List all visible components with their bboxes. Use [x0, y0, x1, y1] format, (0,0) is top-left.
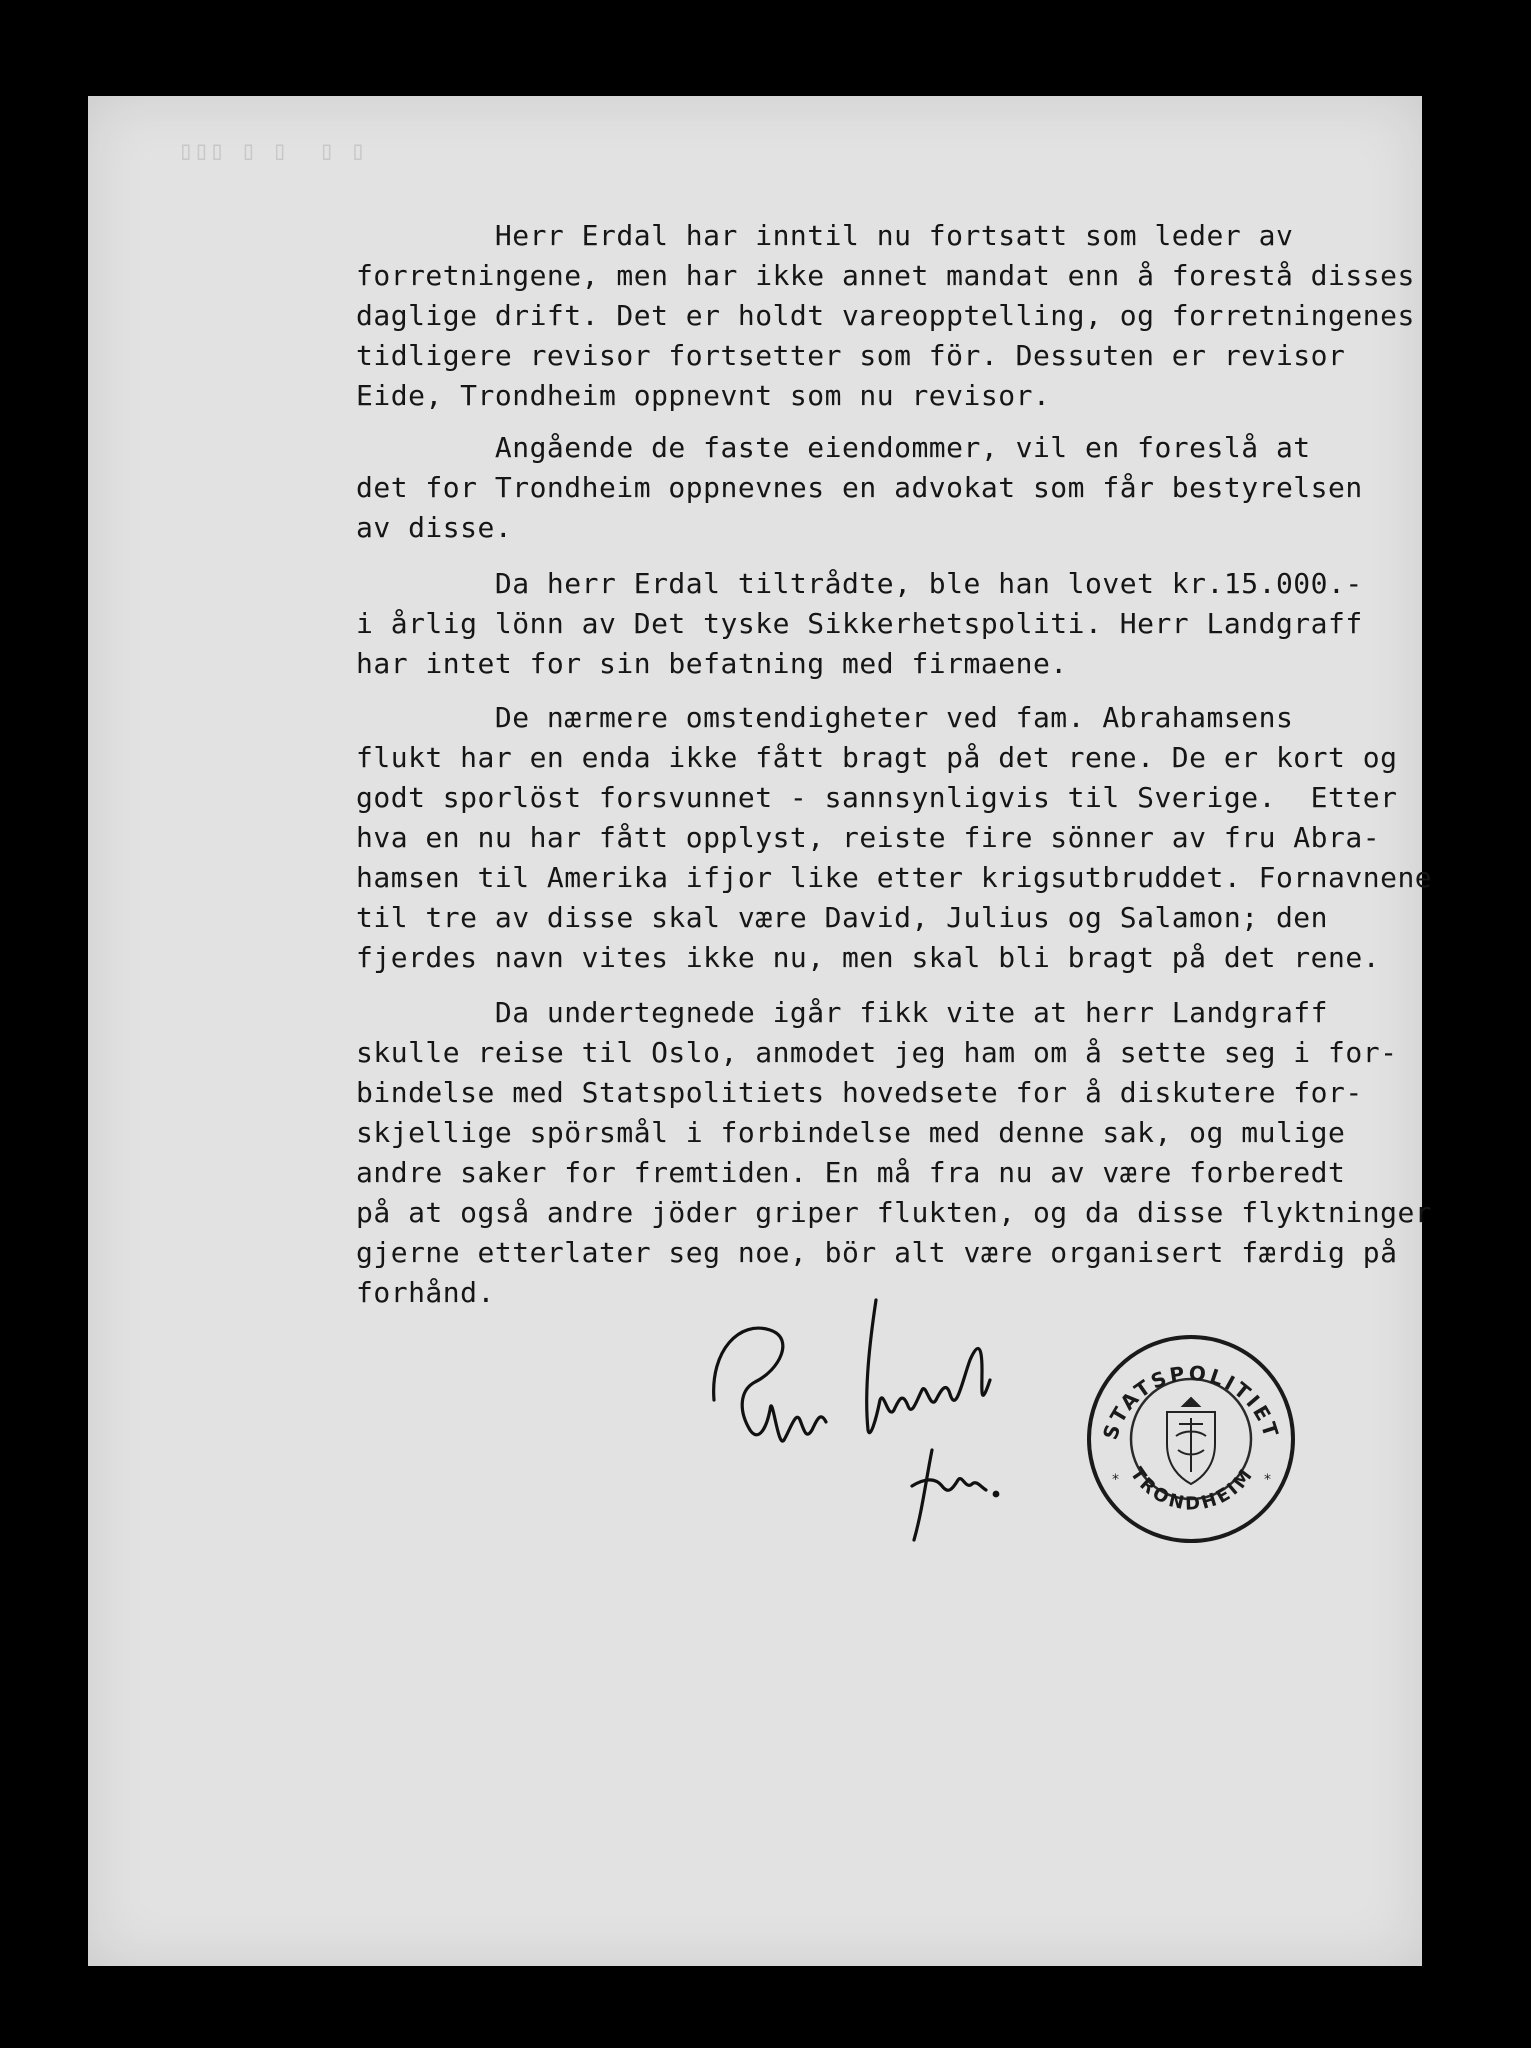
stamp-bottom-text: TRONDHEIM [1125, 1463, 1259, 1515]
svg-text:*: * [1264, 1472, 1271, 1488]
paragraph-4: De nærmere omstendigheter ved fam. Abrahamsens flukt har en enda ikke fått bragt på det rene. De er kort og godt sporlöst forsvunnet - sannsynligvis til Sverige. Etter hva en nu har fått opplyst, reiste fire sönner av fru Abra- hamsen til Amerika ifjor like etter krigsutbruddet. Fornavnene til tre av disse skal være David, Julius og Salamon; den fjerdes navn vites ikke nu, men skal bli bragt på det rene. [356, 701, 1433, 974]
official-stamp [1084, 1332, 1298, 1546]
paragraph-3: Da herr Erdal tiltrådte, ble han lovet kr.15.000.- i årlig lönn av Det tyske Sikkerhetspoliti. Herr Landgraff har intet for sin befatning med firmaene. [356, 567, 1363, 680]
handwritten-signature [700, 1290, 1060, 1550]
paragraph-2: Angående de faste eiendommer, vil en foreslå at det for Trondheim oppnevnes en advokat som får bestyrelsen av disse. [356, 431, 1363, 544]
paragraph-5: Da undertegnede igår fikk vite at herr Landgraff skulle reise til Oslo, anmodet jeg ham om å sette seg i for- bindelse med Statspolitiets hovedsete for å diskutere for- skjellige spörsmål i forbindelse med denne sak, og mulige andre saker for fremtiden. En må fra nu av være forberedt på at også andre jöder griper flukten, og da disse flyktninger gjerne etterlater seg noe, bör alt være organisert færdig på forhånd. [356, 996, 1433, 1309]
paragraph-1: Herr Erdal har inntil nu fortsatt som leder av forretningene, men har ikke annet mandat enn å forestå disses daglige drift. Det er holdt vareopptelling, og forretningenes tidligere revisor fortsetter som för. Dessuten er revisor Eide, Trondheim oppnevnt som nu revisor. [356, 219, 1415, 412]
document-page [88, 96, 1433, 1966]
coat-of-arms-icon [1167, 1398, 1215, 1484]
bleed-through-marks: ▯▯▯ ▯ ▯ ▯ ▯ [178, 136, 366, 166]
stamp-top-text: STATSPOLITIET [1098, 1360, 1284, 1443]
svg-text:*: * [1112, 1472, 1119, 1488]
